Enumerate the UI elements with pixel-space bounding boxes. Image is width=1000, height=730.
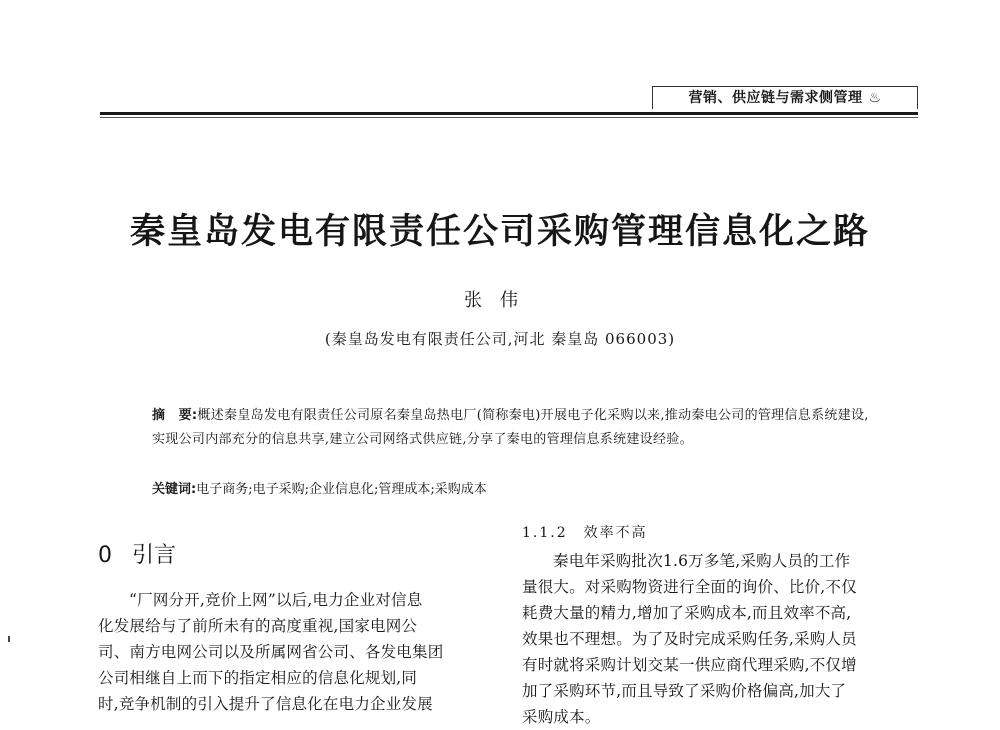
- steam-icon: ♨: [868, 90, 882, 106]
- margin-mark: [8, 636, 10, 642]
- section-title: 引言: [132, 543, 177, 568]
- text-line: 有时就将采购计划交某一供应商代理采购,不仅增: [522, 656, 857, 674]
- section-label-text: 营销、供应链与需求侧管理: [688, 90, 863, 106]
- author-affiliation: (秦皇岛发电有限责任公司,河北 秦皇岛 066003): [324, 330, 676, 348]
- text-line: “厂网分开,竞价上网”以后,电力企业对信息: [129, 591, 423, 609]
- keywords-block: [152, 478, 872, 502]
- journal-section-label: [652, 86, 918, 109]
- text-line: 耗费大量的精力,增加了采购成本,而且效率不高,: [522, 604, 852, 622]
- header-rule: [100, 112, 918, 115]
- text-line: 秦电年采购批次1.6万多笔,采购人员的工作: [553, 552, 851, 570]
- abstract-block: [152, 404, 872, 452]
- text-line: 量很大。对采购物资进行全面的询价、比价,不仅: [522, 578, 857, 596]
- efficiency-paragraph: [522, 548, 922, 730]
- text-line: 效果也不理想。为了及时完成采购任务,采购人员: [522, 630, 857, 648]
- text-line: 化发展给与了前所未有的高度重视,国家电网公: [98, 617, 418, 635]
- article-title: 秦皇岛发电有限责任公司采购管理信息化之路: [129, 212, 870, 252]
- subsection-heading: 1.1.2 效率不高: [522, 525, 648, 541]
- text-line: 公司相继自上而下的指定相应的信息化规划,同: [98, 669, 418, 687]
- section-number: 0: [98, 543, 112, 568]
- intro-paragraph: [98, 587, 498, 717]
- right-column: [522, 522, 922, 730]
- section-heading: [98, 538, 498, 569]
- text-line: 司、南方电网公司以及所属网省公司、各发电集团: [98, 643, 444, 661]
- header-rule-thin: [100, 117, 918, 118]
- author-name: 张伟: [464, 290, 536, 311]
- abstract-text: 概述秦皇岛发电有限责任公司原名秦皇岛热电厂(简称秦电)开展电子化采购以来,推动秦电公司的管理信息系统建设,实现公司内部充分的信息共享,建立公司网络式供应链,分享了秦电的管理信息系统建设经验。: [152, 408, 869, 447]
- abstract-label: 摘 要:: [152, 408, 198, 423]
- keywords-text: 电子商务;电子采购;企业信息化;管理成本;采购成本: [196, 482, 487, 497]
- text-line: 采购成本。: [522, 708, 601, 726]
- text-line: 加了采购环节,而且导致了采购价格偏高,加大了: [522, 682, 847, 700]
- keywords-label: 关键词:: [152, 482, 197, 497]
- left-column: [98, 538, 498, 717]
- text-line: 时,竞争机制的引入提升了信息化在电力企业发展: [98, 695, 433, 713]
